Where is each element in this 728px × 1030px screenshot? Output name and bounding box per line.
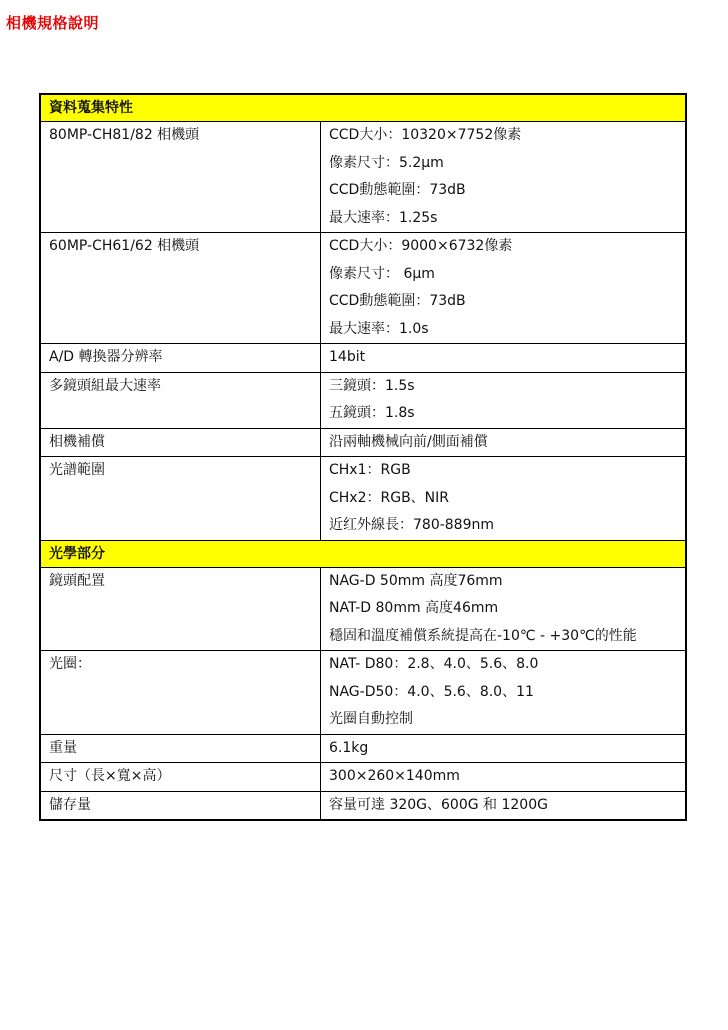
spec-label-cell (41, 791, 321, 820)
spec-value-cell (321, 344, 686, 373)
table-row (41, 791, 686, 820)
table-row (41, 457, 686, 541)
spec-value-line: 6.1kg (329, 739, 369, 756)
section-header-row (41, 95, 686, 122)
spec-value-cell (321, 791, 686, 820)
spec-label: 尺寸（長×寬×高） (49, 768, 171, 784)
spec-label: 80MP-CH81/82 相機頭 (49, 127, 200, 143)
spec-label-cell (41, 122, 321, 233)
spec-label-cell (41, 233, 321, 344)
table-row (41, 734, 686, 763)
spec-label: 鏡頭配置 (49, 572, 105, 589)
spec-label: 60MP-CH61/62 相機頭 (49, 238, 200, 254)
table-row (41, 233, 686, 344)
spec-value-cell (321, 372, 686, 428)
spec-value-line: CCD大小：9000×6732像素 (329, 238, 513, 254)
spec-label: 多鏡頭組最大速率 (49, 377, 161, 394)
spec-value-cell (321, 233, 686, 344)
section-title: 資料蒐集特性 (41, 95, 686, 122)
spec-value-line: 穩固和溫度補償系統提高在-10℃ - +30℃的性能 (329, 627, 637, 644)
spec-value-line: 近红外線長：780-889nm (329, 517, 495, 533)
spec-value-line: 光圈自動控制 (329, 711, 413, 727)
spec-label: 重量 (49, 739, 77, 756)
spec-value-cell (321, 457, 686, 541)
spec-value-line: CHx1：RGB (329, 462, 411, 478)
spec-value-line: 300×260×140mm (329, 768, 460, 784)
spec-label: 光譜範圍 (49, 462, 105, 478)
spec-value-line: NAG-D50：4.0、5.6、8.0、11 (329, 683, 534, 700)
spec-value-line: CCD大小：10320×7752像素 (329, 127, 522, 143)
spec-label-cell (41, 344, 321, 373)
spec-value-line: CHx2：RGB、NIR (329, 489, 450, 506)
spec-value-line: 像素尺寸：5.2μm (329, 154, 444, 171)
spec-table (40, 94, 686, 820)
spec-label: A/D 轉換器分辨率 (49, 349, 163, 365)
table-row (41, 122, 686, 233)
spec-label-cell (41, 428, 321, 457)
spec-value-line: NAT-D 80mm 高度46mm (329, 600, 499, 616)
table-row (41, 567, 686, 651)
table-row (41, 763, 686, 792)
spec-label-cell (41, 651, 321, 735)
spec-label-cell (41, 763, 321, 792)
spec-value-line: NAG-D 50mm 高度76mm (329, 572, 503, 589)
spec-label-cell (41, 734, 321, 763)
spec-value-line: CCD動態範圍：73dB (329, 293, 466, 309)
table-row (41, 372, 686, 428)
spec-value-line: 沿兩軸機械向前/側面補償 (329, 433, 488, 450)
spec-value-line: 最大速率：1.0s (329, 320, 429, 337)
table-row (41, 651, 686, 735)
spec-label-cell (41, 372, 321, 428)
spec-value-line: 最大速率：1.25s (329, 209, 438, 226)
spec-value-cell (321, 122, 686, 233)
page-title: 相機規格說明 (6, 14, 100, 32)
spec-value-line: 像素尺寸： 6μm (329, 265, 435, 282)
spec-value-line: 五鏡頭：1.8s (329, 405, 415, 421)
spec-value-cell (321, 734, 686, 763)
section-header-row (41, 540, 686, 567)
spec-value-line: 三鏡頭：1.5s (329, 377, 415, 394)
spec-label: 儲存量 (49, 796, 91, 813)
spec-value-cell (321, 428, 686, 457)
section-title: 光學部分 (41, 540, 686, 567)
spec-value-line: 14bit (329, 349, 366, 365)
spec-label-cell (41, 567, 321, 651)
spec-label: 光圈： (49, 656, 91, 672)
spec-label-cell (41, 457, 321, 541)
table-row (41, 344, 686, 373)
spec-value-cell (321, 651, 686, 735)
spec-value-line: CCD動態範圍：73dB (329, 182, 466, 198)
spec-value-cell (321, 567, 686, 651)
spec-value-line: NAT- D80：2.8、4.0、5.6、8.0 (329, 656, 539, 672)
spec-value-line: 容量可達 320G、600G 和 1200G (329, 796, 548, 813)
table-row (41, 428, 686, 457)
spec-value-cell (321, 763, 686, 792)
spec-label: 相機補償 (49, 433, 105, 450)
